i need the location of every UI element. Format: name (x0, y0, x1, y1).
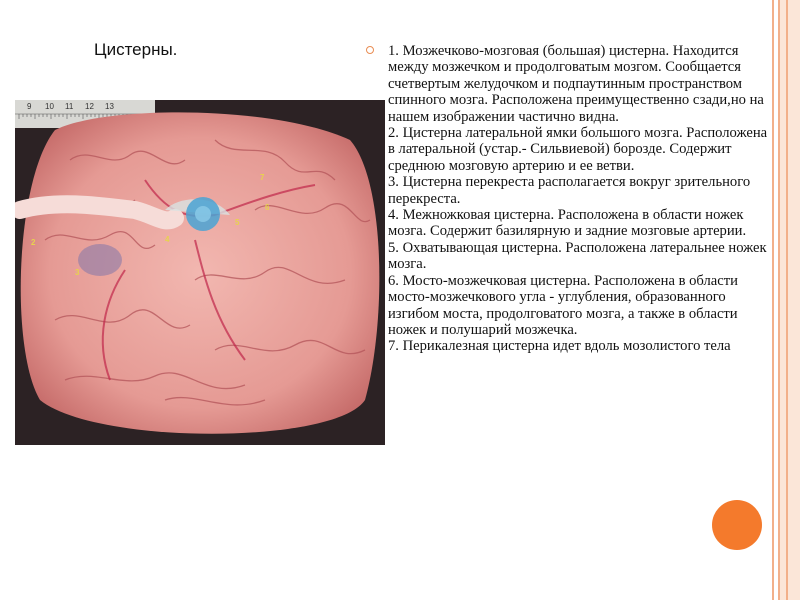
paragraph: 4. Межножковая цистерна. Расположена в области ножек мозга. Содержит базилярную и задние мозговые артерии. (388, 207, 747, 240)
slide-border-line (778, 0, 780, 600)
paragraph: 7. Перикалезная цистерна идет вдоль мозолистого тела (388, 338, 731, 355)
slide-border-line (772, 0, 774, 600)
paragraph: 2. Цистерна латеральной ямки большого мозга. Расположена в латеральной (устар.- Сильвиевой) борозде. Содержит среднюю мозговую артерию и ее ветви. (388, 125, 768, 174)
image-marker: 7 (260, 173, 265, 182)
paragraph: 6. Мосто-мозжечковая цистерна. Расположена в области мосто-мозжечкового угла - углубления, образованного изгибом моста, продолговатого мозга, а также в области ножек и полушарий мозжечка. (388, 272, 738, 338)
paragraph: 5. Охватывающая цистерна. Расположена латеральнее ножек мозга. (388, 239, 767, 273)
slide-title: Цистерны. (94, 40, 178, 59)
image-marker: 3 (75, 268, 80, 277)
ruler-tick: 13 (105, 102, 114, 111)
ruler-tick: 11 (65, 102, 74, 111)
bullet-icon (366, 46, 374, 54)
paragraph: 3. Цистерна перекреста располагается вокруг зрительного перекреста. (388, 174, 751, 207)
decorative-circle (712, 500, 762, 550)
cisterns-description (388, 43, 772, 355)
slide-border-line (786, 0, 788, 600)
slide-border-decoration (780, 0, 800, 600)
ruler-tick: 10 (45, 102, 54, 111)
ruler-tick: 12 (85, 102, 94, 111)
image-marker: 4 (165, 235, 170, 244)
brain-photo (15, 100, 385, 445)
image-marker: 6 (265, 203, 270, 212)
ruler-tick: 9 (27, 102, 32, 111)
image-marker: 5 (235, 218, 240, 227)
paragraph: 1. Мозжечково-мозговая (большая) цистерна. Находится между мозжечком и продолговатым мозгом. Сообщается счетвертым желудочком и подпаутинным пространством спинного мозга. Расположена преимущественно сзади,но на нашем изображении частично видна. (388, 43, 764, 125)
image-marker: 2 (31, 238, 36, 247)
